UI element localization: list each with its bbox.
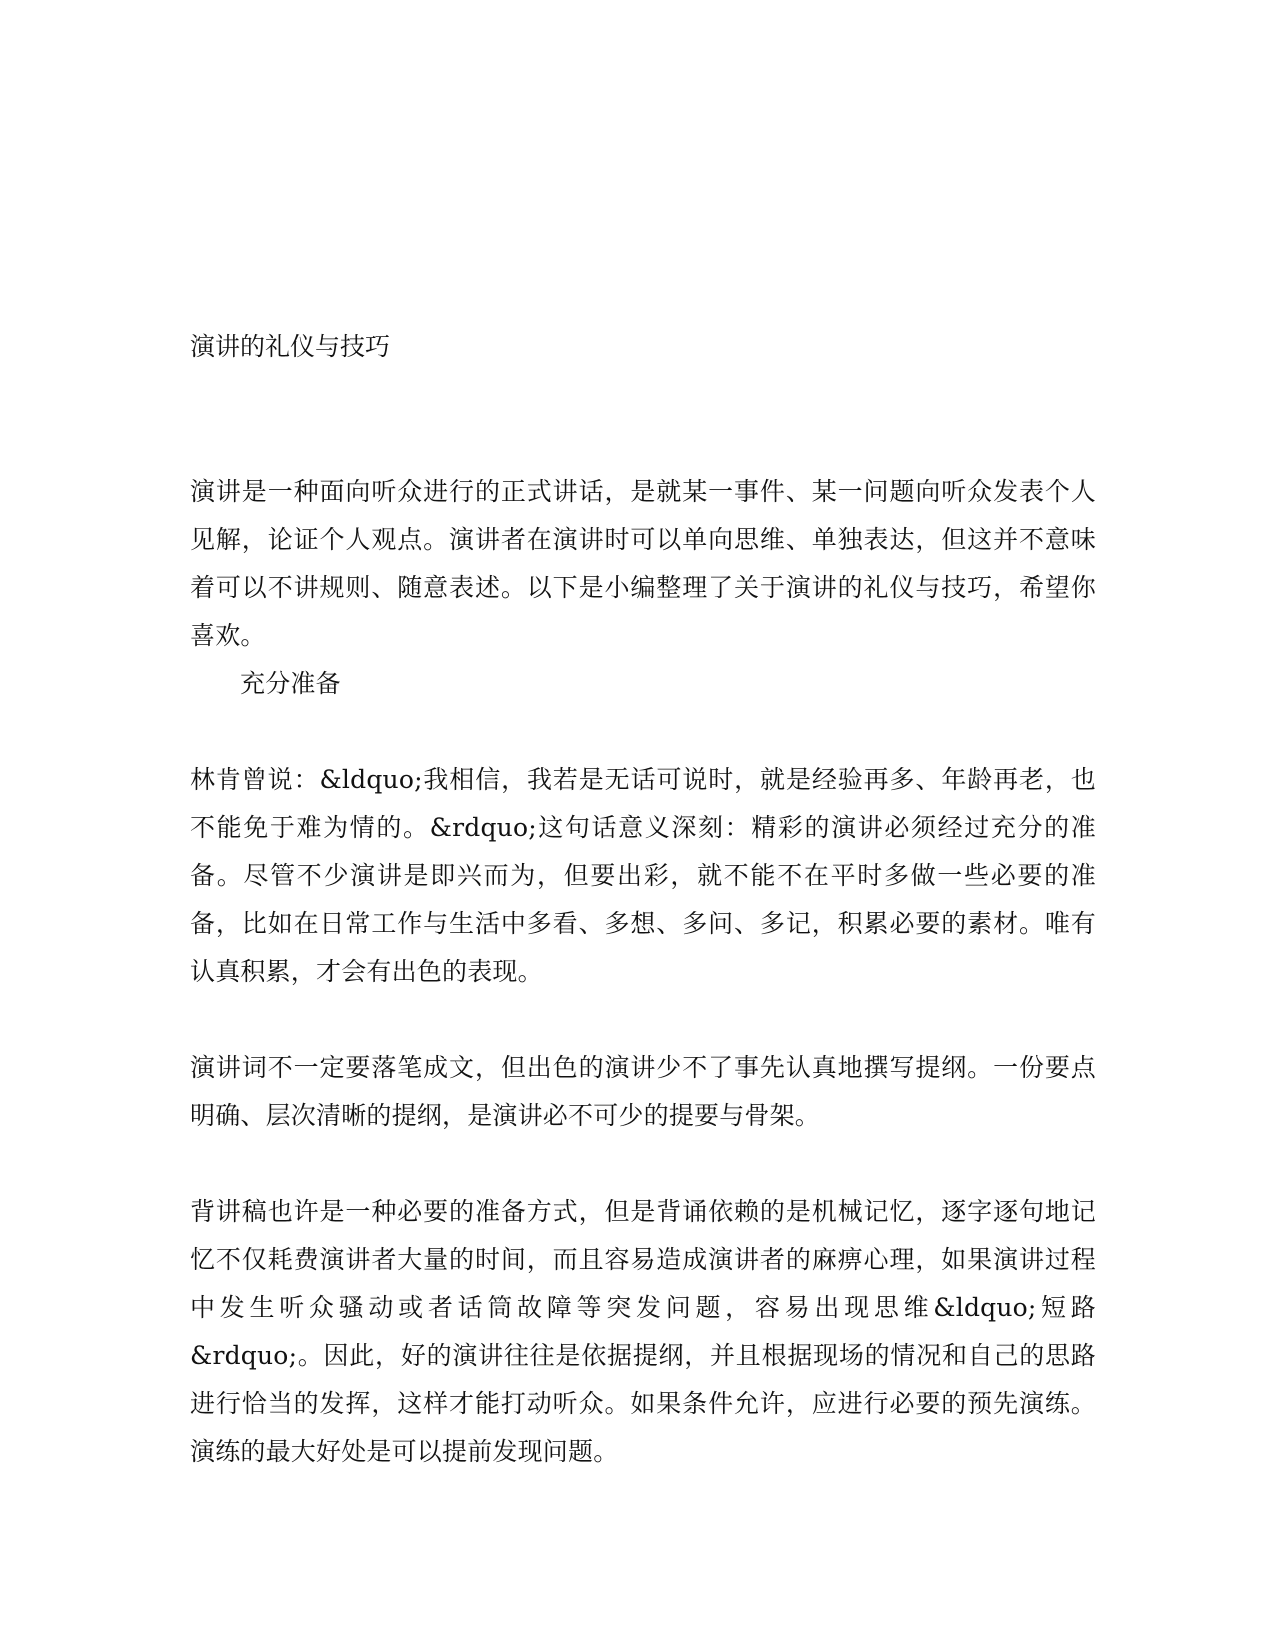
document-body: [190, 323, 1096, 1476]
section-heading: 充分准备: [240, 669, 341, 698]
intro-paragraph: 演讲是一种面向听众进行的正式讲话，是就某一事件、某一问题向听众发表个人见解，论证个人观点。演讲者在演讲时可以单向思维、单独表达，但这并不意味着可以不讲规则、随意表述。以下是小编整理了关于演讲的礼仪与技巧，希望你喜欢。: [190, 477, 1096, 650]
body-paragraph: 背讲稿也许是一种必要的准备方式，但是背诵依赖的是机械记忆，逐字逐句地记忆不仅耗费演讲者大量的时间，而且容易造成演讲者的麻痹心理，如果演讲过程中发生听众骚动或者话筒故障等突发问题，容易出现思维&ldquo;短路&rdquo;。因此，好的演讲往往是依据提纲，并且根据现场的情况和自己的思路进行恰当的发挥，这样才能打动听众。如果条件允许，应进行必要的预先演练。演练的最大好处是可以提前发现问题。: [190, 1197, 1096, 1466]
document-title: 演讲的礼仪与技巧: [190, 332, 391, 361]
body-paragraph: 林肯曾说：&ldquo;我相信，我若是无话可说时，就是经验再多、年龄再老，也不能免于难为情的。&rdquo;这句话意义深刻：精彩的演讲必须经过充分的准备。尽管不少演讲是即兴而为，但要出彩，就不能不在平时多做一些必要的准备，比如在日常工作与生活中多看、多想、多问、多记，积累必要的素材。唯有认真积累，才会有出色的表现。: [190, 765, 1096, 986]
body-paragraph: 演讲词不一定要落笔成文，但出色的演讲少不了事先认真地撰写提纲。一份要点明确、层次清晰的提纲，是演讲必不可少的提要与骨架。: [190, 1053, 1096, 1130]
